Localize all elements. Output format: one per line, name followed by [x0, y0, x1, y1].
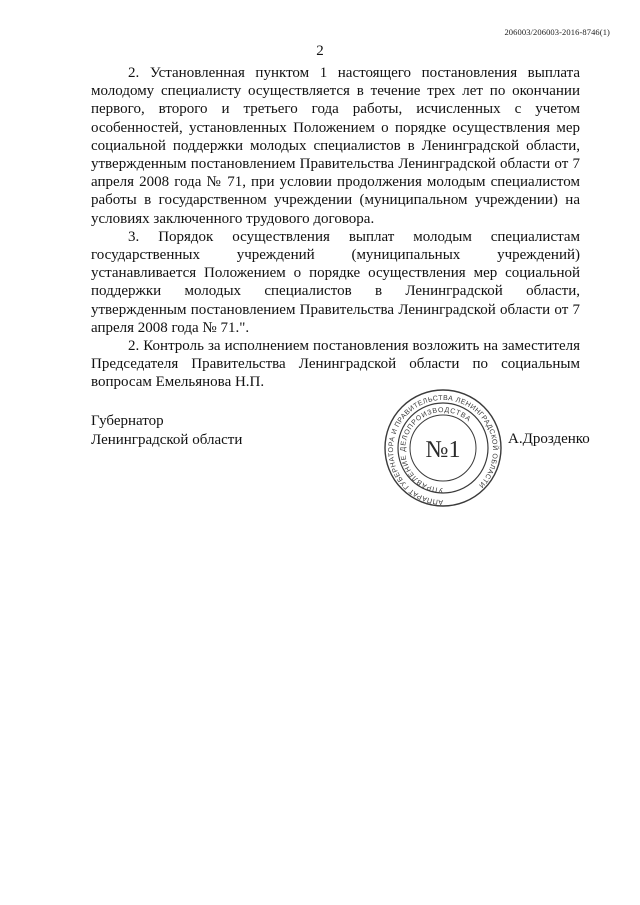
document-number: 206003/206003-2016-8746(1) [504, 27, 610, 37]
paragraph-1: 2. Установленная пунктом 1 настоящего постановления выплата молодому специалисту осуществляется в течение трех лет по окончании первого, второго и третьего года работы, исчисленных с учетом особенностей, установленных Положением о порядке осуществления мер социальной поддержки молодых специалистов в Ленинградской области, утвержденным постановлением Правительства Ленинградской области от 7 апреля 2008 года № 71, при условии продолжения молодым специалистом работы в государственном учреждении (муниципальном учреждении) на условиях заключенного трудового договора. [91, 65, 580, 227]
signatory-title [91, 412, 242, 450]
seal-inner-text: УПРАВЛЕНИЕ ДЕЛОПРОИЗВОДСТВА [399, 406, 473, 494]
paragraph-3: 2. Контроль за исполнением постановления возложить на заместителя Председателя Правительства Ленинградской области по социальным вопросам Емельянова Н.П. [91, 338, 580, 391]
seal-number: №1 [425, 437, 461, 463]
signatory-name: А.Дрозденко [508, 431, 590, 447]
signatory-title-line-1: Губернатор [91, 413, 164, 429]
official-seal [374, 389, 512, 507]
signatory-title-line-2: Ленинградской области [91, 432, 243, 448]
document-body [91, 64, 580, 392]
paragraph-2: 3. Порядок осуществления выплат молодым специалистам государственных учреждений (муниципальных учреждений) устанавливается Положением о порядке осуществления мер социальной поддержки молодых специалистов в Ленинградской области, утвержденным постановлением Правительства Ленинградской области от 7 апреля 2008 года № 71.". [91, 228, 580, 336]
page-number: 2 [316, 43, 324, 59]
seal-outer-text: АППАРАТ ГУБЕРНАТОРА И ПРАВИТЕЛЬСТВА ЛЕНИНГРАДСКОЙ ОБЛАСТИ [388, 394, 499, 506]
